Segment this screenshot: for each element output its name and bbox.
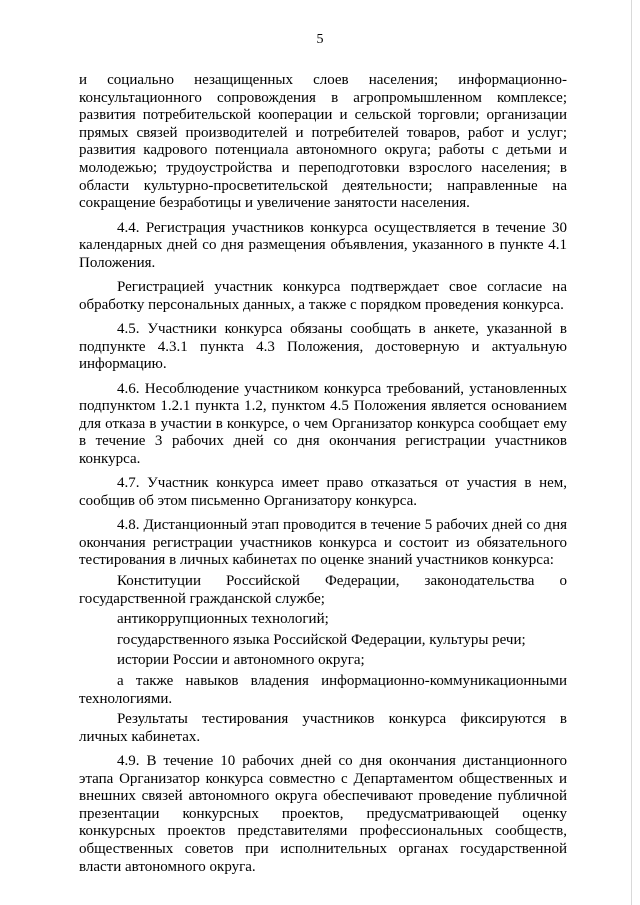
list-item-ict-skills: а также навыков владения информационно-коммуникационными технологиями. bbox=[79, 672, 567, 707]
paragraph-4-9: 4.9. В течение 10 рабочих дней со дня окончания дистанционного этапа Организатор конкурса совместно с Департаментом общественных и внешних связей автономного округа обеспечивают проведение публичной презентации конкурсных проектов, предусматривающей оценку конкурсных проектов представителями профессиональных сообществ, общественных советов при исполнительных органах государственной власти автономного округа. bbox=[79, 753, 567, 875]
scan-edge-line bbox=[631, 0, 632, 905]
paragraph-4-8: 4.8. Дистанционный этап проводится в течение 5 рабочих дней со дня окончания регистрации участников конкурса и состоит из обязательного тестирования в личных кабинетах по оценке знаний участников конкурса: bbox=[79, 517, 567, 569]
paragraph-registration-consent: Регистрацией участник конкурса подтверждает свое согласие на обработку персональных данных, а также с порядком проведения конкурса. bbox=[79, 279, 567, 313]
paragraph-4-5: 4.5. Участники конкурса обязаны сообщать в анкете, указанной в подпункте 4.3.1 пункта 4.3 Положения, достоверную и актуальную информацию. bbox=[79, 320, 567, 373]
paragraph-test-results: Результаты тестирования участников конкурса фиксируются в личных кабинетах. bbox=[79, 711, 567, 745]
list-item-constitution: Конституции Российской Федерации, законодательства о государственной гражданской службе; bbox=[79, 572, 567, 607]
paragraph-4-4: 4.4. Регистрация участников конкурса осуществляется в течение 30 календарных дней со дня размещения объявления, указанного в пункте 4.1 Положения. bbox=[79, 219, 567, 271]
list-item-history: истории России и автономного округа; bbox=[117, 652, 365, 669]
paragraph-continuation: и социально незащищенных слоев населения; информационно-консультационного сопровождения в агропромышленном комплексе; развития потребительской кооперации и сельской торговли; организации прямых связей производителей и потребителей товаров, работ и услуг; развития кадрового потенциала автономного округа; работы с детьми и молодежью; трудоустройства и переподготовки взрослого населения; в области культурно-просветительской деятельности; направленные на сокращение безработицы и увеличение занятости населения. bbox=[79, 72, 567, 212]
list-item-state-language: государственного языка Российской Федерации, культуры речи; bbox=[117, 631, 526, 648]
document-body bbox=[79, 72, 567, 883]
page-number: 5 bbox=[316, 32, 324, 47]
paragraph-4-7: 4.7. Участник конкурса имеет право отказаться от участия в нем, сообщив об этом письменно Организатору конкурса. bbox=[79, 475, 567, 509]
paragraph-4-6: 4.6. Несоблюдение участником конкурса требований, установленных подпунктом 1.2.1 пункта 1.2, пунктом 4.5 Положения является основанием для отказа в участии в конкурсе, о чем Организатор конкурса сообщает ему в течение 3 рабочих дней со дня окончания регистрации участников конкурса. bbox=[79, 380, 567, 467]
list-item-anticorruption: антикоррупционных технологий; bbox=[117, 611, 329, 628]
